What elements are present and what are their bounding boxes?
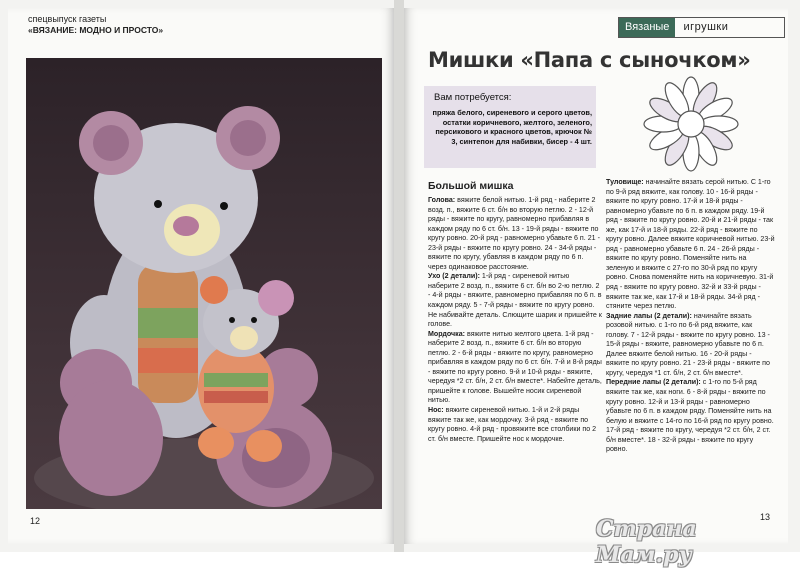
instructions-column-1 <box>428 196 602 444</box>
instruction-heading: Передние лапы (2 детали): <box>606 378 701 387</box>
small-bear-left-ear <box>200 276 228 304</box>
instruction-heading: Нос: <box>428 406 444 415</box>
instruction-text: начинайте вязать серой нитью. С 1-го по 9-й ряд вяжите, как голову. 10 - 16-й ряды - вяжите по кругу ровно. 17-й и 18-й ряды - равномерно убавьте по 6 п. в каждом ряду. 19-й ряд - вяжите по кругу ровно. 20-й и 21-й ряды - так же, как 17-й и 18-й ряды. 22-й ряд - вяжите по кругу ровно. Далее вяжите коричневой нитью. 23-й ряд - равномерно убавьте 6 п. 24 - 26-й ряды - вяжите по кругу ровно. Поменяйте нить на зеленую и вяжите с 27-го по 30-й ряд по кругу ровно. Снова поменяйте нить на коричневую. 31-й ряд - вяжите по кругу ровно. 32-й и 33-й ряды - вяжите так же, как 17-й и 18-й ряды. 34-й ряд - стяните через петлю. <box>606 178 775 311</box>
big-bear-left-eye <box>154 200 162 208</box>
big-bear-right-ear-inner <box>230 120 266 156</box>
section-subtitle: Большой мишка <box>428 180 514 192</box>
small-bear-left-eye <box>229 317 235 323</box>
small-bear-stripe-green <box>204 373 268 387</box>
small-bear-left-foot <box>198 427 234 459</box>
tab-toys: игрушки <box>683 21 729 33</box>
article-title: Мишки «Папа с сыночком» <box>428 48 751 72</box>
big-bear-left-leg <box>59 380 163 496</box>
instruction-paragraph <box>606 178 776 312</box>
bears-photo <box>26 58 382 509</box>
instruction-text: вяжите сиреневой нитью. 1-й и 2-й ряды вяжите так же, как мордочку. 3-й ряд - вяжите по кругу ровно. 4-й ряд - провяжите все столбики по 2 ст. б/н вместе. Пришейте нос к мордочке. <box>428 406 597 443</box>
instruction-paragraph <box>428 406 602 444</box>
watermark-logo: Страна Мам.ру <box>596 516 697 568</box>
page-number-left: 12 <box>30 516 41 526</box>
page-gutter <box>394 0 404 552</box>
materials-box <box>424 86 596 168</box>
instruction-text: вяжите нитью желтого цвета. 1-й ряд - наберите 2 возд. п., вяжите 6 ст. б/н во вторую петлю. 2 - 6-й ряды - вяжите по кругу, равномерно прибавляя в каждом ряду по 6 ст. б/н. 7-й и 8-й ряды - вяжите по кругу ровно. 9-й и 10-й ряды - вяжите, чередуя *2 ст. б/н, 2 ст. б/н вместе*. Набейте деталь, пришейте к голове. Вышейте носик сиреневой нитью. <box>428 329 602 405</box>
small-bear-muzzle <box>230 326 258 350</box>
big-bear-stripe-green <box>138 308 198 338</box>
page-number-right: 13 <box>760 512 771 522</box>
instruction-paragraph <box>428 196 602 272</box>
instruction-paragraph <box>606 378 776 454</box>
big-bear-right-eye <box>220 202 228 210</box>
special-issue-header <box>28 14 163 36</box>
small-bear-stripe-red <box>204 391 268 403</box>
bears-illustration <box>26 58 382 509</box>
flower-icon <box>636 74 746 174</box>
instruction-heading: Голова: <box>428 196 456 204</box>
small-bear-flower <box>258 280 294 316</box>
instructions-column-2 <box>606 178 776 455</box>
big-bear-stripe-red <box>138 348 198 373</box>
instruction-text: вяжите белой нитью. 1-й ряд - наберите 2 возд. п., вяжите 6 ст. б/н во вторую петлю. 2 - 12-й ряды - вяжите по кругу, равномерно прибавляя в каждом ряду по 6 ст. б/н. 13 - 19-й ряды - вяжите по кругу ровно. 20-й ряд - равномерно убавьте 6 п. 21 - 23-й ряды - вяжите по кругу ровно. 24 - 34-й ряды - вяжите по кругу, убавляя в каждом ряду по 6 п. через одинаковое расстояние. <box>428 196 600 271</box>
small-bear-right-eye <box>251 317 257 323</box>
materials-text: пряжа белого, сиреневого и серого цветов, остатки коричневого, желтого, зеленого, персикового и красного цветов, крючок № 3, синтепон для набивки, бисер - 4 шт. <box>432 108 592 146</box>
instruction-heading: Туловище: <box>606 178 644 186</box>
instruction-heading: Мордочка: <box>428 329 466 338</box>
tab-knitted: Вязаные <box>619 18 675 37</box>
section-tab <box>618 17 785 38</box>
instruction-heading: Задние лапы (2 детали): <box>606 311 692 320</box>
small-bear-right-foot <box>246 430 282 462</box>
instruction-paragraph <box>606 312 776 379</box>
instruction-text: 1-й ряд - сиреневой нитью наберите 2 возд. п., вяжите 6 ст. б/н во 2-ю петлю. 2 - 4-й ряды - вяжите, равномерно прибавляя по 6 п. в каждом ряду. 5 - 7-й ряды - вяжите по кругу ровно. Не набивайте деталь. Слющите шарик и пришейте к голове. <box>428 272 602 329</box>
materials-heading: Вам потребуется: <box>434 92 512 103</box>
instruction-text: начинайте вязать розовой нитью. с 1-го по 6-й ряд вяжите, как голову. 7 - 12-й ряды - вяжите по кругу ровно. 13 - 15-й ряды - вяжите, равномерно убавьте по 6 п. Далее вяжите белой нитью. 16 - 20-й ряды - вяжите по кругу ровно. 21 - 23-й ряды - вяжите по кругу, чередуя *1 ст. б/н, 2 ст. б/н вместе*. <box>606 311 770 377</box>
instruction-text: с 1-го по 5-й ряд вяжите так же, как ноги. 6 - 8-й ряды - вяжите по кругу ровно. 12-й и 13-й ряды - равномерно убавьте по 6 п. в каждом ряду. Поменяйте нить на белую и вяжите с 14-го по 16-й ряд по кругу ровно. 17-й ряд - вяжите по кругу, чередуя *2 ст. б/н, 2 ст. б/н вместе*. 18 - 32-й ряды - вяжите по кругу ровно. <box>606 378 774 454</box>
instruction-paragraph <box>428 272 602 329</box>
big-bear-nose <box>173 216 199 236</box>
instruction-paragraph <box>428 330 602 406</box>
big-bear-left-ear-inner <box>93 125 129 161</box>
instruction-heading: Ухо (2 детали): <box>428 272 480 281</box>
special-line-2: «ВЯЗАНИЕ: МОДНО И ПРОСТО» <box>28 25 164 35</box>
special-line-1: спецвыпуск газеты <box>28 14 107 24</box>
